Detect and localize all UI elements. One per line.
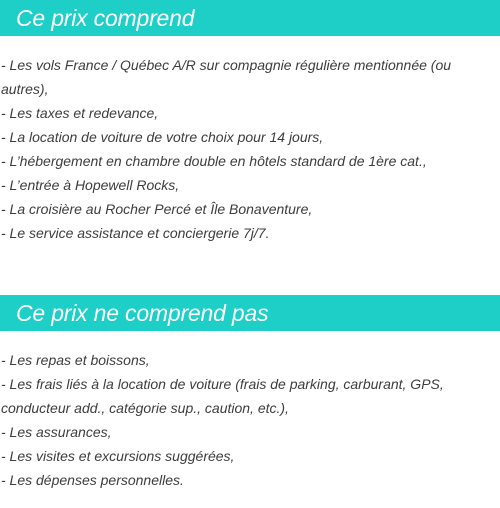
list-item: - Les taxes et redevance, bbox=[1, 105, 159, 121]
excluded-list bbox=[0, 348, 500, 492]
included-title: Ce prix comprend bbox=[16, 4, 195, 31]
list-item: - La location de voiture de votre choix pour 14 jours, bbox=[1, 129, 324, 145]
list-item: - Les assurances, bbox=[1, 424, 112, 440]
list-item: - L’hébergement en chambre double en hôtels standard de 1ère cat., bbox=[1, 153, 427, 169]
excluded-section bbox=[0, 295, 500, 492]
included-banner bbox=[0, 0, 500, 36]
list-item: - L’entrée à Hopewell Rocks, bbox=[1, 177, 180, 193]
excluded-title: Ce prix ne comprend pas bbox=[16, 299, 269, 326]
included-list bbox=[0, 53, 500, 245]
list-item: - Le service assistance et conciergerie 7j/7. bbox=[1, 225, 270, 241]
list-item: - Les visites et excursions suggérées, bbox=[1, 448, 235, 464]
list-item: - Les repas et boissons, bbox=[1, 352, 150, 368]
list-item: - Les dépenses personnelles. bbox=[1, 472, 184, 488]
list-item: - Les vols France / Québec A/R sur compagnie régulière mentionnée (ou autres), bbox=[1, 57, 452, 97]
list-item: - Les frais liés à la location de voiture (frais de parking, carburant, GPS, conducteur add., catégorie sup., caution, etc.), bbox=[1, 376, 444, 416]
included-section bbox=[0, 0, 500, 245]
excluded-banner bbox=[0, 295, 500, 331]
list-item: - La croisière au Rocher Percé et Île Bonaventure, bbox=[1, 201, 313, 217]
